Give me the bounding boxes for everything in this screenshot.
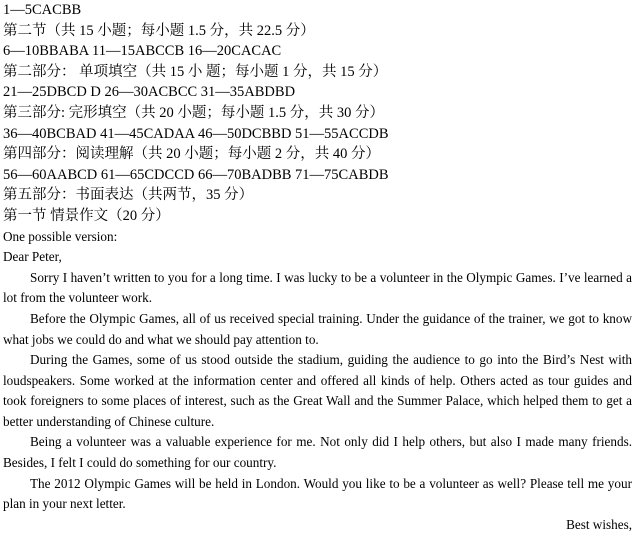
answer-line-1-5: 1—5CACBB xyxy=(3,2,82,18)
letter-paragraph-3: During the Games, some of us stood outside the stadium, guiding the audience to go into the Bird’s Nest with loudspeakers. Some worked at the information center and offered all kinds of help. Others acted as tour guides and took foreigners to some places of interest, such as the Great Wall and the Summer Palace, which helped them to get a better understanding of Chinese culture. xyxy=(3,352,632,429)
letter-closing: Best wishes, xyxy=(566,516,632,532)
letter-paragraph-1: Sorry I haven’t written to you for a long time. I was lucky to be a volunteer in the Olympic Games. I’ve learned a lot from the volunteer work. xyxy=(3,269,632,306)
version-intro: One possible version: xyxy=(3,228,118,244)
part3-answers: 36—40BCBAD 41—45CADAA 46—50DCBBD 51—55ACCDB xyxy=(3,125,389,142)
part2-answers: 21—25DBCD D 26—30ACBCC 31—35ABDBD xyxy=(3,84,296,101)
letter-paragraph-5: The 2012 Olympic Games will be held in London. Would you like to be a volunteer as well? Please tell me your plan in your next letter. xyxy=(3,475,632,512)
letter-salutation: Dear Peter, xyxy=(3,249,62,265)
part4-heading: 第四部分：阅读理解（共 20 小题；每小题 2 分，共 40 分） xyxy=(3,146,380,163)
section2-answers: 6—10BBABA 11—15ABCCB 16—20CACAC xyxy=(3,43,282,60)
part5-heading: 第五部分：书面表达（共两节，35 分） xyxy=(3,187,254,204)
letter-paragraph-4: Being a volunteer was a valuable experience for me. Not only did I help others, but also I made many friends. Besides, I felt I could do something for our country. xyxy=(3,434,632,471)
part5-sub-heading: 第一节 情景作文（20 分） xyxy=(3,207,170,224)
letter-paragraph-2: Before the Olympic Games, all of us received special training. Under the guidance of the trainer, we got to know what jobs we could do and what we should pay attention to. xyxy=(3,310,632,347)
part2-heading: 第二部分： 单项填空（共 15 小 题；每小题 1 分，共 15 分） xyxy=(3,63,388,80)
section2-heading: 第二节（共 15 小题；每小题 1.5 分，共 22.5 分） xyxy=(3,22,315,39)
part4-answers: 56—60AABCD 61—65CDCCD 66—70BADBB 71—75CABDB xyxy=(3,166,389,183)
part3-heading: 第三部分: 完形填空（共 20 小题；每小题 1.5 分，共 30 分） xyxy=(3,104,385,121)
